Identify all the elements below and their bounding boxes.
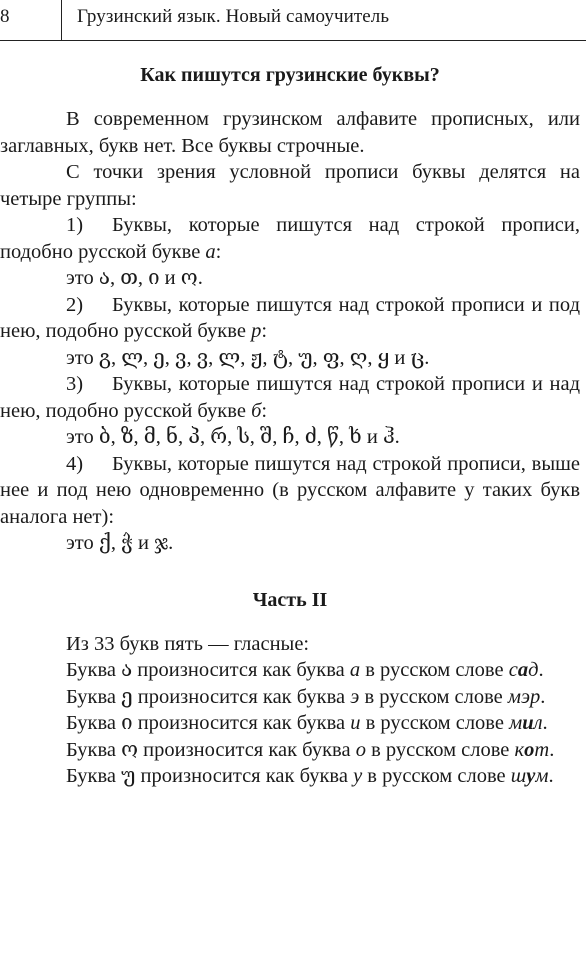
page-number: 8 <box>0 6 10 27</box>
example-word: мил <box>509 712 543 734</box>
running-header <box>0 0 586 41</box>
group-example-2: это გ, ლ, ე, ვ, ვ, ლ, ჟ, ტ, უ, ფ, ღ, ყ и ც. <box>66 346 430 369</box>
group-number: 2) <box>66 293 84 316</box>
example-word: кот <box>514 738 550 761</box>
header-divider <box>61 0 62 40</box>
example-letter: р <box>251 320 262 342</box>
example-word: мэр <box>507 685 541 708</box>
group-example-4: это ქ, ჭ и ჯ. <box>66 532 174 554</box>
vowel-line-i: Буква ი произносится как буква и в русском слове мил. <box>66 712 548 734</box>
group-item-3: 3) Буквы, которые пишутся над строкой прописи и над нею, подобно русской букве б: <box>0 373 580 422</box>
vowel-letter: э <box>350 685 360 708</box>
group-number: 4) <box>66 452 84 475</box>
section-heading-part-2: Часть II <box>252 588 328 611</box>
running-title: Грузинский язык. Новый самоучитель <box>77 6 390 27</box>
group-example-3: это ბ, ზ, მ, ნ, პ, რ, ს, შ, ჩ, ძ, წ, ხ и ჰ. <box>66 426 400 448</box>
example-word: сад <box>508 659 539 681</box>
page-body <box>0 62 580 790</box>
group-item-2: 2) Буквы, которые пишутся над строкой прописи и под нею, подобно русской букве р: <box>0 293 580 342</box>
group-item-4: 4) Буквы, которые пишутся над строкой прописи, выше нее и под нею одновременно (в русском алфавите у таких букв аналога нет): <box>0 452 580 528</box>
vowel-line-o: Буква ო произносится как буква о в русском слове кот. <box>66 738 555 761</box>
example-letter: б <box>251 399 262 422</box>
paragraph-intro-2: С точки зрения условной прописи буквы делятся на четыре группы: <box>0 161 580 210</box>
vowel-line-e: Буква ე произносится как буква э в русском слове мэр. <box>66 685 546 708</box>
vowel-letter: и <box>350 712 361 734</box>
vowel-letter: о <box>355 738 366 761</box>
vowel-letter: у <box>353 765 363 787</box>
section-heading-letters: Как пишутся грузинские буквы? <box>140 64 440 86</box>
paragraph-vowels-intro: Из 33 букв пять — гласные: <box>66 632 310 655</box>
group-number: 3) <box>66 373 84 395</box>
example-letter: а <box>205 240 216 263</box>
group-number: 1) <box>66 214 84 236</box>
paragraph-intro-1: В современном грузинском алфавите прописных, или заглавных, букв нет. Все буквы строчные. <box>0 108 580 157</box>
group-example-1: это ა, თ, ი и ო. <box>66 267 203 289</box>
vowel-letter: а <box>349 659 361 681</box>
vowel-line-a: Буква ა произносится как буква а в русском слове сад. <box>66 659 544 681</box>
vowel-line-u: Буква უ произносится как буква у в русском слове шум. <box>66 765 554 787</box>
example-word: шум <box>510 765 549 787</box>
group-item-1: 1) Буквы, которые пишутся над строкой прописи, подобно русской букве а: <box>0 214 580 263</box>
